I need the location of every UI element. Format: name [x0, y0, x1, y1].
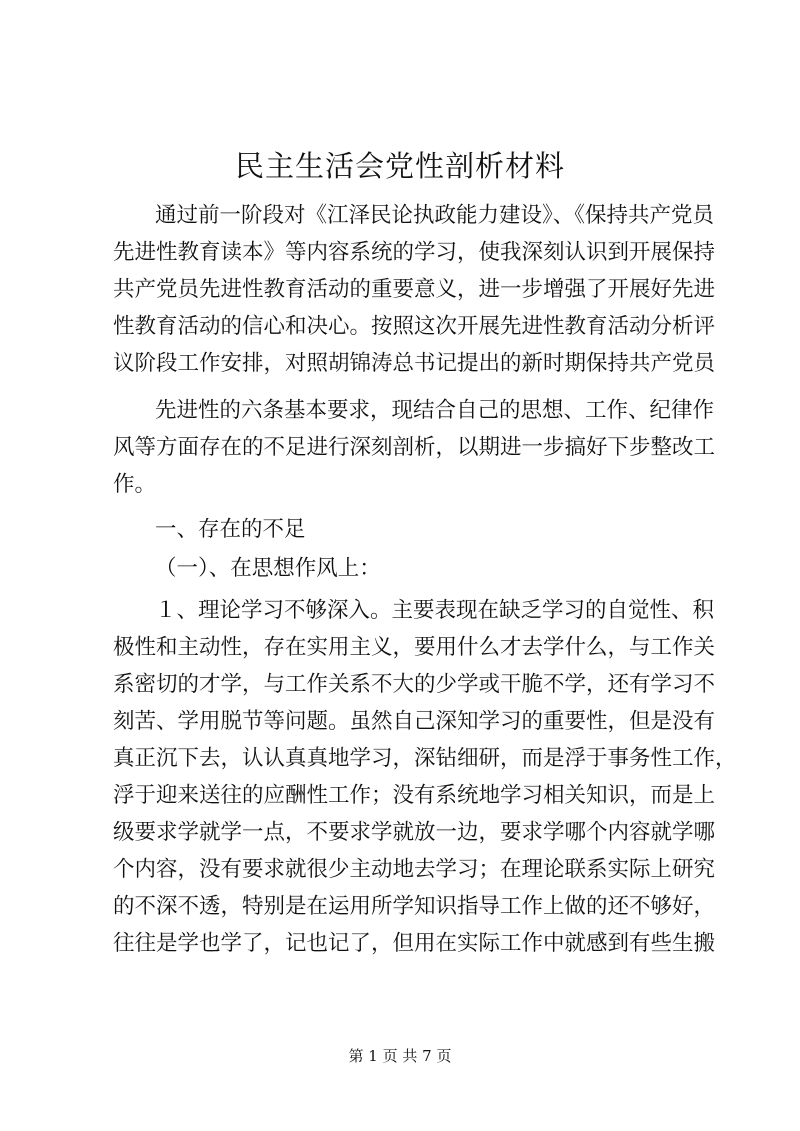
paragraph-line: 议阶段工作安排，对照胡锦涛总书记提出的新时期保持共产党员: [113, 351, 716, 376]
paragraph-line: 真正沉下去，认认真真地学习，深钻细研，而是浮于事务性工作，: [113, 746, 737, 771]
paragraph-line: １、理论学习不够深入。主要表现在缺乏学习的自觉性、积: [155, 598, 715, 623]
paragraph-line: 共产党员先进性教育活动的重要意义，进一步增强了开展好先进: [113, 277, 716, 302]
section-heading: 一、存在的不足: [155, 517, 306, 542]
paragraph-line: 个内容，没有要求就很少主动地去学习；在理论联系实际上研究: [113, 857, 716, 882]
paragraph-line: 性教育活动的信心和决心。按照这次开展先进性教育活动分析评: [113, 314, 716, 339]
paragraph-line: 先进性教育读本》等内容系统的学习，使我深刻认识到开展保持: [113, 240, 716, 265]
page-number-footer: 第 1 页 共 7 页: [348, 1047, 452, 1065]
paragraph-line: 通过前一阶段对《江泽民论执政能力建设》、《保持共产党员: [155, 203, 715, 228]
paragraph-line: 作。: [113, 472, 157, 497]
document-title: 民主生活会党性剖析材料: [234, 149, 565, 183]
paragraph-line: 刻苦、学用脱节等问题。虽然自己深知学习的重要性，但是没有: [113, 709, 716, 734]
paragraph-line: 浮于迎来送往的应酬性工作；没有系统地学习相关知识，而是上: [113, 783, 716, 808]
paragraph-line: 风等方面存在的不足进行深刻剖析，以期进一步搞好下步整改工: [113, 435, 716, 460]
paragraph-line: 先进性的六条基本要求，现结合自己的思想、工作、纪律作: [155, 398, 715, 423]
subsection-heading: （一）、在思想作风上：: [155, 556, 381, 581]
paragraph-line: 级要求学就学一点，不要求学就放一边，要求学哪个内容就学哪: [113, 820, 716, 845]
paragraph-line: 系密切的才学，与工作关系不大的少学或干脆不学，还有学习不: [113, 672, 716, 697]
paragraph-line: 的不深不透，特别是在运用所学知识指导工作上做的还不够好，: [113, 894, 716, 919]
paragraph-line: 往往是学也学了，记也记了，但用在实际工作中就感到有些生搬: [113, 931, 716, 956]
paragraph-line: 极性和主动性，存在实用主义，要用什么才去学什么，与工作关: [113, 635, 716, 660]
